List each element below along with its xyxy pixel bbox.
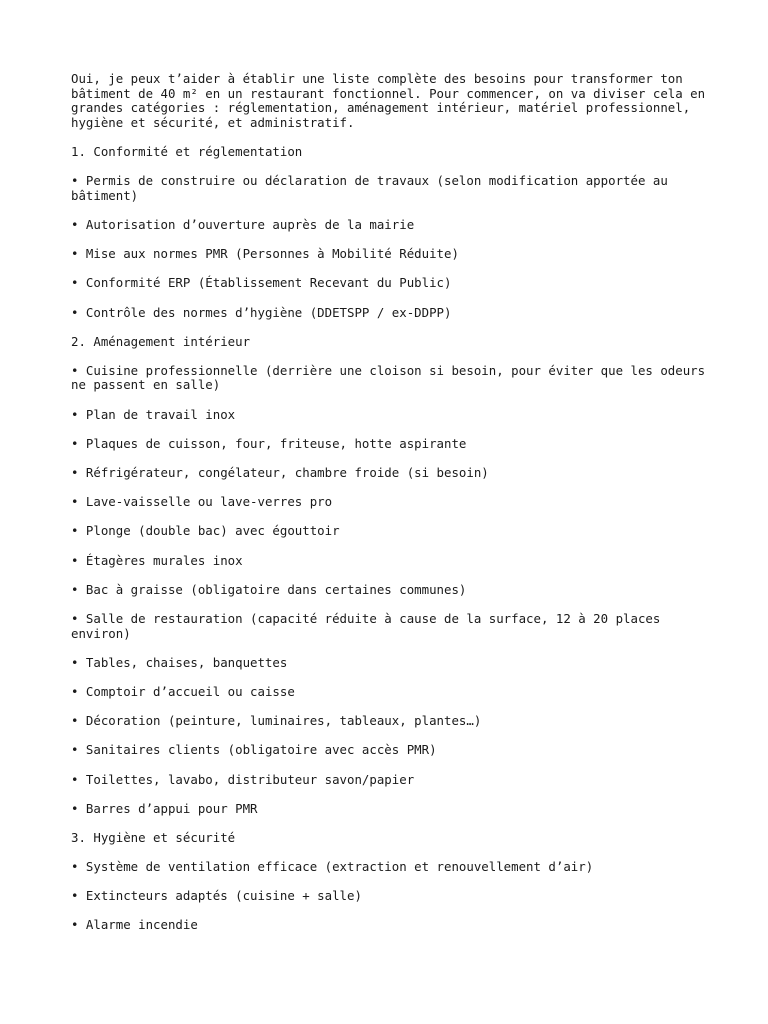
list-item: • Mise aux normes PMR (Personnes à Mobilité Réduite) [71,246,459,262]
section-heading-reglementation: 1. Conformité et réglementation [71,143,303,159]
document-page [71,72,711,948]
list-item: • Lave-vaisselle ou lave-verres pro [71,494,333,510]
list-item: • Salle de restauration (capacité réduite à cause de la surface, 12 à 20 places environ) [71,610,661,641]
section-heading-amenagement: 2. Aménagement intérieur [71,333,251,349]
list-item: • Extincteurs adaptés (cuisine + salle) [71,888,362,904]
list-item: • Contrôle des normes d’hygiène (DDETSPP / ex-DDPP) [71,304,452,320]
list-item: • Comptoir d’accueil ou caisse [71,683,295,699]
list-item: • Permis de construire ou déclaration de travaux (selon modification apportée au bâtiment) [71,173,668,203]
list-item: • Autorisation d’ouverture auprès de la mairie [71,216,415,232]
list-item: • Décoration (peinture, luminaires, tableaux, plantes…) [71,713,482,729]
list-item: • Plan de travail inox [71,406,236,422]
list-item: • Sanitaires clients (obligatoire avec accès PMR) [71,742,437,758]
list-item: • Étagères murales inox [71,552,243,568]
intro-paragraph: Oui, je peux t’aider à établir une liste complète des besoins pour transformer ton bâtiment de 40 m² en un restaurant fonctionnel. Pour commencer, on va diviser cela en grandes catégories : réglementation, aménagement intérieur, matériel professionnel, hygiène et sécurité, et administratif. [71,71,706,130]
section-heading-hygiene: 3. Hygiène et sécurité [71,829,236,845]
list-item: • Alarme incendie [71,917,198,933]
list-item: • Cuisine professionnelle (derrière une cloison si besoin, pour éviter que les odeurs ne passent en salle) [71,362,706,393]
list-item: • Tables, chaises, banquettes [71,654,288,670]
list-item: • Conformité ERP (Établissement Recevant du Public) [71,275,452,291]
list-item: • Toilettes, lavabo, distributeur savon/papier [71,771,415,787]
list-item: • Plaques de cuisson, four, friteuse, hotte aspirante [71,435,467,451]
list-item: • Système de ventilation efficace (extraction et renouvellement d’air) [71,859,594,875]
list-item: • Réfrigérateur, congélateur, chambre froide (si besoin) [71,465,489,481]
list-item: • Barres d’appui pour PMR [71,800,258,816]
list-item: • Bac à graisse (obligatoire dans certaines communes) [71,581,467,597]
list-item: • Plonge (double bac) avec égouttoir [71,523,340,539]
